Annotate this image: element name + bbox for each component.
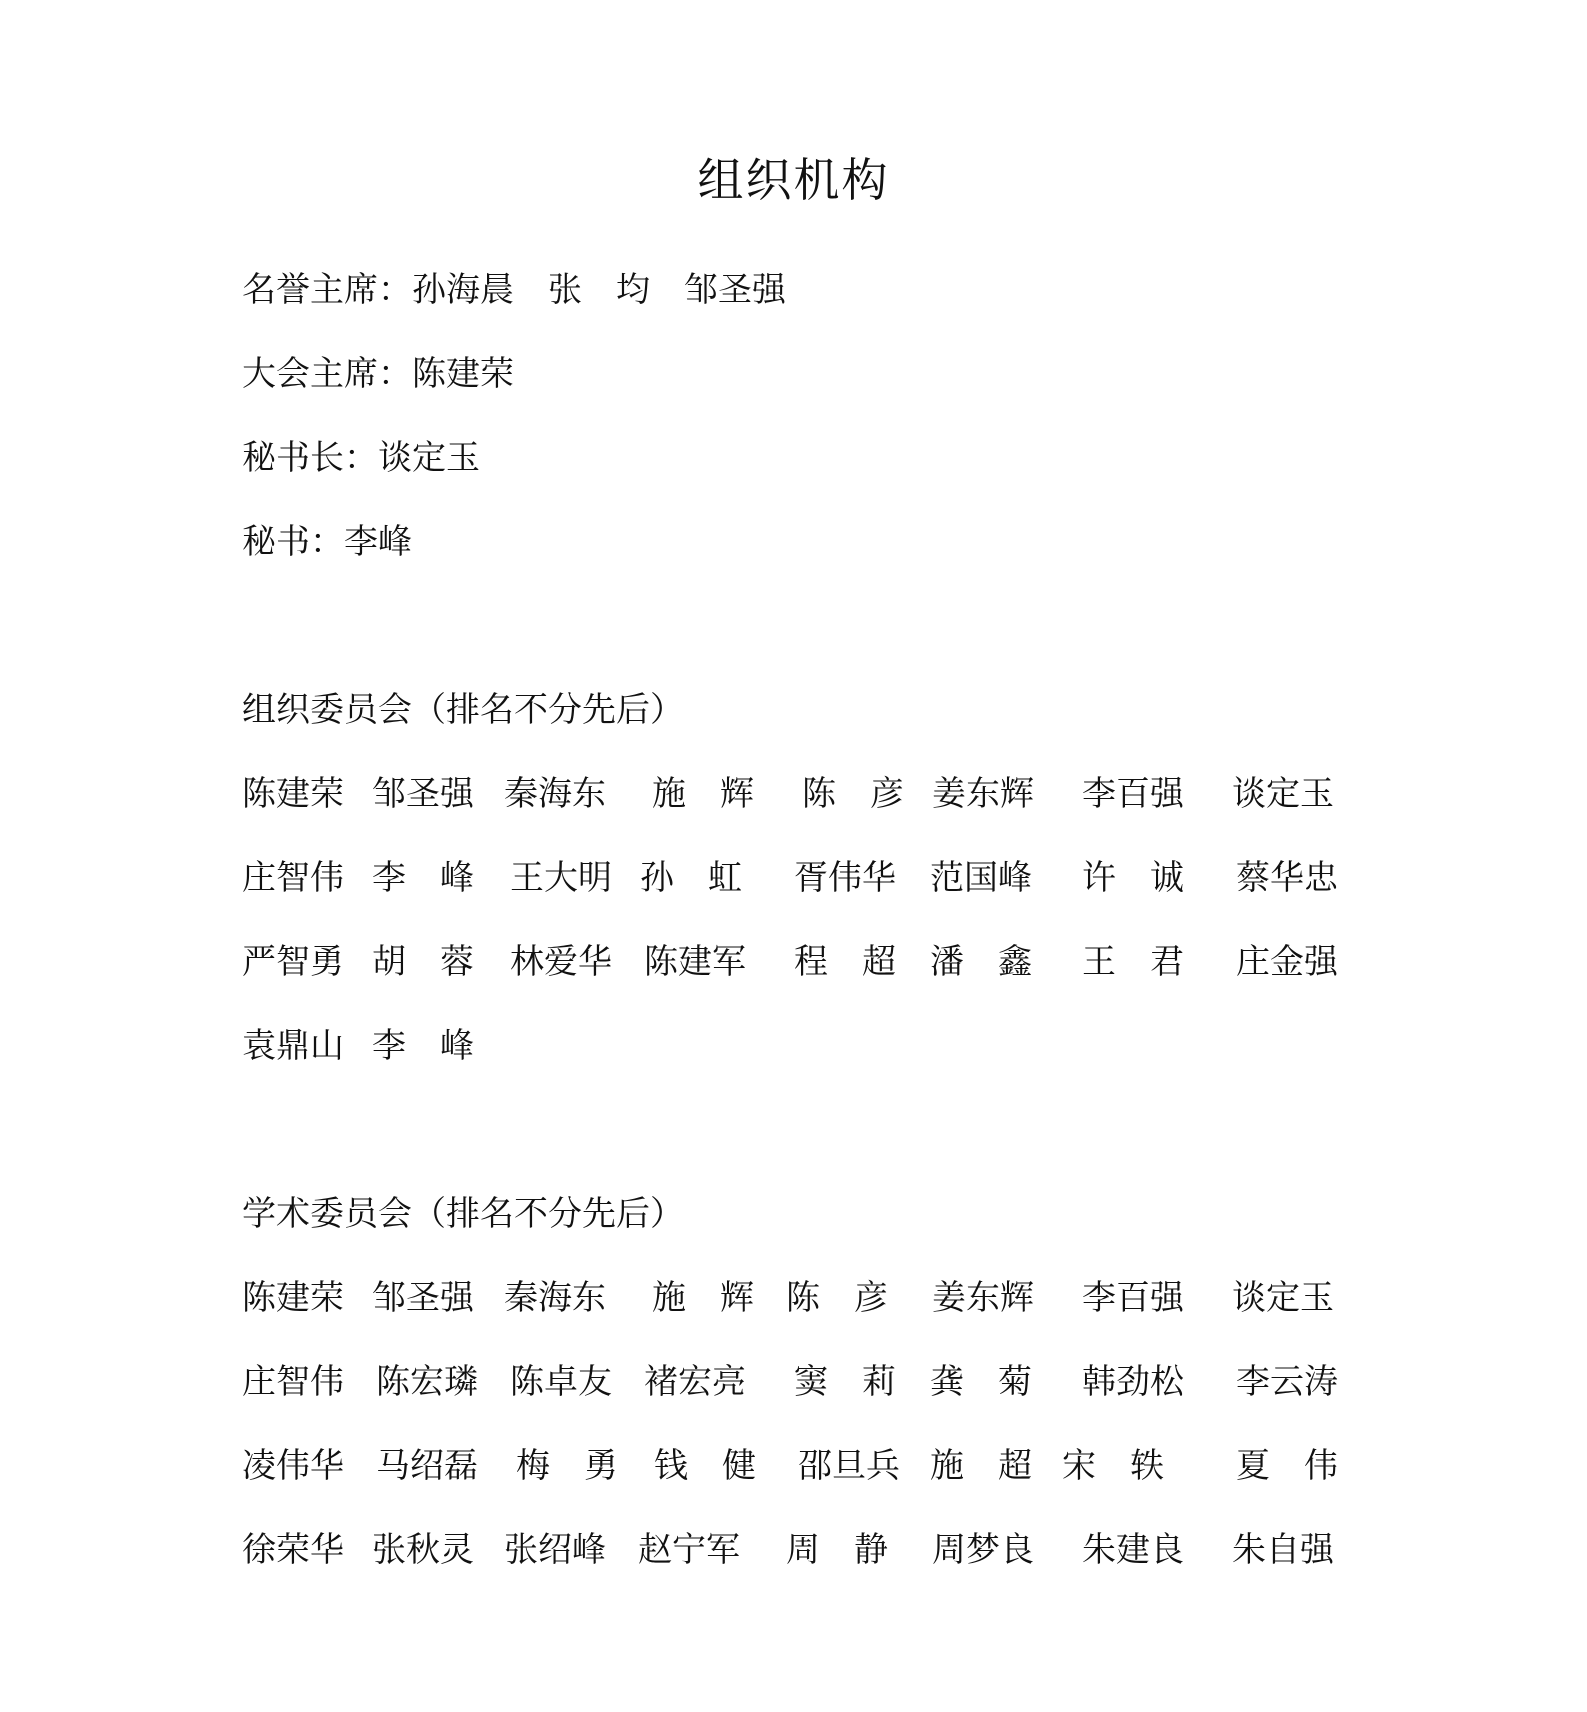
officer-name: 张 均 (548, 270, 650, 310)
member-name: 陈 彦 (802, 774, 904, 814)
organizing-committee-heading: 组织委员会（排名不分先后） (242, 690, 684, 730)
member-name: 许 诚 (1082, 858, 1184, 898)
member-name: 秦海东 (504, 774, 606, 814)
member-name: 凌伟华 (242, 1446, 344, 1486)
officer-name: 邹圣强 (684, 270, 786, 310)
member-name: 袁鼎山 (242, 1026, 344, 1066)
member-name: 朱建良 (1082, 1530, 1184, 1570)
member-name: 施 辉 (652, 774, 754, 814)
member-name: 孙 虹 (640, 858, 742, 898)
member-name: 胥伟华 (794, 858, 896, 898)
member-name: 胡 蓉 (372, 942, 474, 982)
member-name: 蔡华忠 (1236, 858, 1338, 898)
member-name: 程 超 (794, 942, 896, 982)
member-name: 陈建荣 (242, 1278, 344, 1318)
member-name: 李百强 (1082, 774, 1184, 814)
member-name: 王 君 (1082, 942, 1184, 982)
officer-secretary (242, 520, 446, 564)
member-name: 施 超 (930, 1446, 1032, 1486)
member-name: 谈定玉 (1232, 1278, 1334, 1318)
member-name: 张秋灵 (372, 1530, 474, 1570)
officer-name: 孙海晨 (412, 270, 514, 310)
member-name: 陈建军 (644, 942, 746, 982)
officer-honorary-chair (242, 268, 820, 312)
member-name: 李 峰 (372, 1026, 474, 1066)
academic-committee-heading: 学术委员会（排名不分先后） (242, 1194, 684, 1234)
member-name: 邹圣强 (372, 1278, 474, 1318)
member-name: 徐荣华 (242, 1530, 344, 1570)
officer-name: 谈定玉 (378, 438, 480, 478)
member-name: 邵旦兵 (798, 1446, 900, 1486)
member-name: 褚宏亮 (644, 1362, 746, 1402)
member-name: 庄智伟 (242, 1362, 344, 1402)
member-name: 王大明 (510, 858, 612, 898)
member-name: 李 峰 (372, 858, 474, 898)
member-name: 钱 健 (654, 1446, 756, 1486)
member-name: 周梦良 (932, 1530, 1034, 1570)
member-name: 严智勇 (242, 942, 344, 982)
member-name: 张绍峰 (504, 1530, 606, 1570)
member-name: 李云涛 (1236, 1362, 1338, 1402)
officer-secretary-general (242, 436, 514, 480)
officer-conference-chair (242, 352, 548, 396)
member-name: 陈宏璘 (376, 1362, 478, 1402)
member-name: 周 静 (786, 1530, 888, 1570)
member-name: 姜东辉 (932, 1278, 1034, 1318)
member-name: 林爱华 (510, 942, 612, 982)
member-name: 姜东辉 (932, 774, 1034, 814)
officer-name: 李峰 (344, 522, 412, 562)
officer-role: 秘书： (242, 522, 344, 562)
member-name: 秦海东 (504, 1278, 606, 1318)
member-name: 陈建荣 (242, 774, 344, 814)
member-name: 庄智伟 (242, 858, 344, 898)
member-name: 潘 鑫 (930, 942, 1032, 982)
member-name: 宋 轶 (1062, 1446, 1164, 1486)
page-title: 组织机构 (697, 153, 890, 207)
member-name: 韩劲松 (1082, 1362, 1184, 1402)
member-name: 龚 菊 (930, 1362, 1032, 1402)
member-name: 赵宁军 (638, 1530, 740, 1570)
member-name: 庄金强 (1236, 942, 1338, 982)
member-name: 施 辉 (652, 1278, 754, 1318)
officer-role: 名誉主席： (242, 270, 412, 310)
member-name: 梅 勇 (516, 1446, 618, 1486)
officer-role: 秘书长： (242, 438, 378, 478)
member-name: 陈卓友 (510, 1362, 612, 1402)
member-name: 夏 伟 (1236, 1446, 1338, 1486)
officer-role: 大会主席： (242, 354, 412, 394)
officer-name: 陈建荣 (412, 354, 514, 394)
member-name: 谈定玉 (1232, 774, 1334, 814)
member-name: 马绍磊 (376, 1446, 478, 1486)
member-name: 范国峰 (930, 858, 1032, 898)
member-name: 陈 彦 (786, 1278, 888, 1318)
member-name: 朱自强 (1232, 1530, 1334, 1570)
member-name: 李百强 (1082, 1278, 1184, 1318)
member-name: 窦 莉 (794, 1362, 896, 1402)
member-name: 邹圣强 (372, 774, 474, 814)
